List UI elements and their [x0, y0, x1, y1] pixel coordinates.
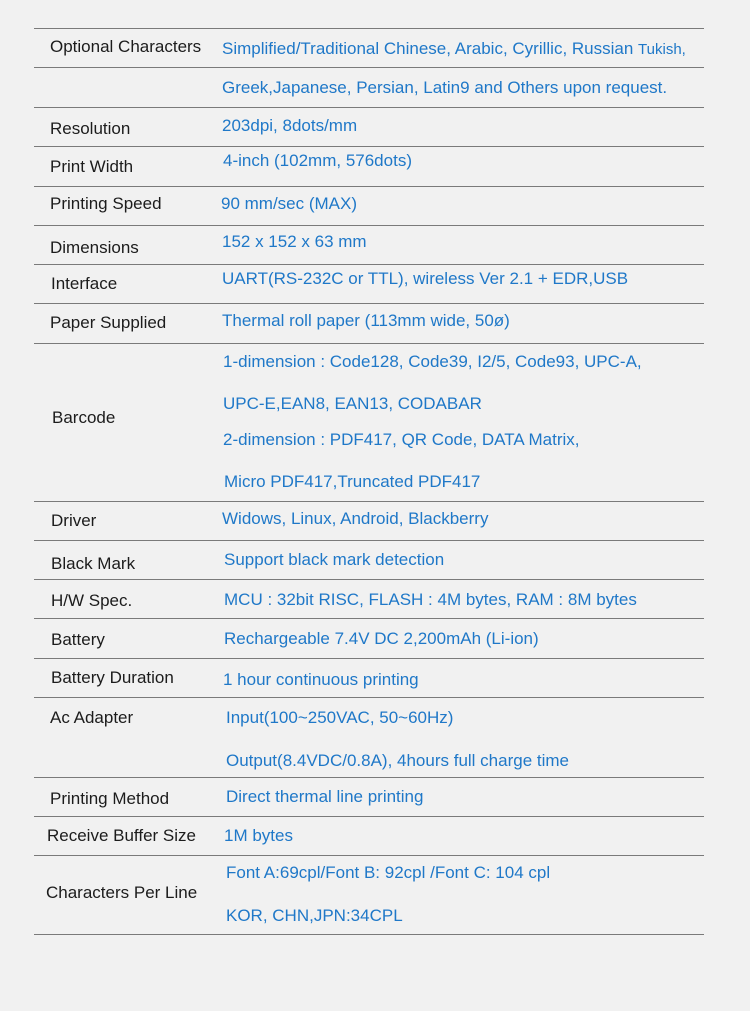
spec-label-black-mark: Black Mark: [51, 554, 136, 573]
divider: [34, 618, 704, 619]
spec-label-receive-buffer-size: Receive Buffer Size: [47, 826, 196, 845]
spec-label-optional-characters: Optional Characters: [50, 37, 202, 56]
spec-label-printing-method: Printing Method: [50, 789, 170, 808]
spec-label-interface: Interface: [51, 274, 118, 293]
spec-label-resolution: Resolution: [50, 119, 131, 138]
spec-label-printing-speed: Printing Speed: [50, 194, 162, 213]
spec-value-line: KOR, CHN,JPN:34CPL: [226, 906, 403, 925]
divider: [34, 28, 704, 29]
spec-label-paper-supplied: Paper Supplied: [50, 313, 167, 332]
spec-value-paper-supplied: Thermal roll paper (113mm wide, 50ø): [222, 311, 510, 330]
divider: [34, 540, 704, 541]
spec-label-driver: Driver: [51, 511, 97, 530]
divider: [34, 264, 704, 265]
spec-label-barcode: Barcode: [52, 408, 116, 427]
spec-value-dimensions: 152 x 152 x 63 mm: [222, 232, 367, 251]
divider: [34, 303, 704, 304]
spec-value-print-width: 4-inch (102mm, 576dots): [223, 151, 412, 170]
divider: [34, 934, 704, 935]
spec-value-line: 1-dimension : Code128, Code39, I2/5, Code93, UPC-A,: [223, 352, 642, 371]
spec-value-line: Font A:69cpl/Font B: 92cpl /Font C: 104 cpl: [226, 863, 551, 882]
divider: [34, 501, 704, 502]
spec-label-battery-duration: Battery Duration: [51, 668, 174, 687]
spec-value-line: Greek,Japanese, Persian, Latin9 and Others upon request.: [222, 78, 668, 97]
divider: [34, 225, 704, 226]
divider: [34, 658, 704, 659]
spec-value-driver: Widows, Linux, Android, Blackberry: [222, 509, 489, 528]
spec-value-printing-speed: 90 mm/sec (MAX): [221, 194, 358, 213]
spec-value-line: Simplified/Traditional Chinese, Arabic, Cyrillic, Russian: [222, 39, 634, 58]
spec-label-print-width: Print Width: [50, 157, 134, 176]
spec-label-characters-per-line: Characters Per Line: [46, 883, 198, 902]
spec-label-hw-spec: H/W Spec.: [51, 591, 133, 610]
spec-label-ac-adapter: Ac Adapter: [50, 708, 134, 727]
spec-value-resolution: 203dpi, 8dots/mm: [222, 116, 358, 135]
spec-value-line-suffix: Tukish,: [638, 41, 686, 58]
spec-value-line: UPC-E,EAN8, EAN13, CODABAR: [223, 394, 482, 413]
divider: [34, 777, 704, 778]
spec-value-optional-characters: [222, 39, 686, 60]
divider: [34, 697, 704, 698]
divider: [34, 343, 704, 344]
divider: [34, 146, 704, 147]
divider: [34, 67, 704, 68]
divider: [34, 579, 704, 580]
divider: [34, 107, 704, 108]
spec-value-receive-buffer-size: 1M bytes: [224, 826, 293, 845]
spec-value-battery: Rechargeable 7.4V DC 2,200mAh (Li-ion): [224, 629, 539, 648]
spec-value-hw-spec: MCU : 32bit RISC, FLASH : 4M bytes, RAM : 8M bytes: [224, 590, 637, 609]
spec-value-battery-duration: 1 hour continuous printing: [223, 670, 419, 689]
spec-value-interface: UART(RS-232C or TTL), wireless Ver 2.1 + EDR,USB: [222, 269, 629, 288]
divider: [34, 855, 704, 856]
spec-value-black-mark: Support black mark detection: [224, 550, 445, 569]
divider: [34, 186, 704, 187]
spec-label-battery: Battery: [51, 630, 105, 649]
divider: [34, 816, 704, 817]
spec-value-line: Input(100~250VAC, 50~60Hz): [226, 708, 454, 727]
spec-label-dimensions: Dimensions: [50, 238, 139, 257]
spec-value-line: Micro PDF417,Truncated PDF417: [224, 472, 481, 491]
spec-value-printing-method: Direct thermal line printing: [226, 787, 424, 806]
spec-value-line: 2-dimension : PDF417, QR Code, DATA Matrix,: [223, 430, 580, 449]
spec-value-line: Output(8.4VDC/0.8A), 4hours full charge time: [226, 751, 569, 770]
